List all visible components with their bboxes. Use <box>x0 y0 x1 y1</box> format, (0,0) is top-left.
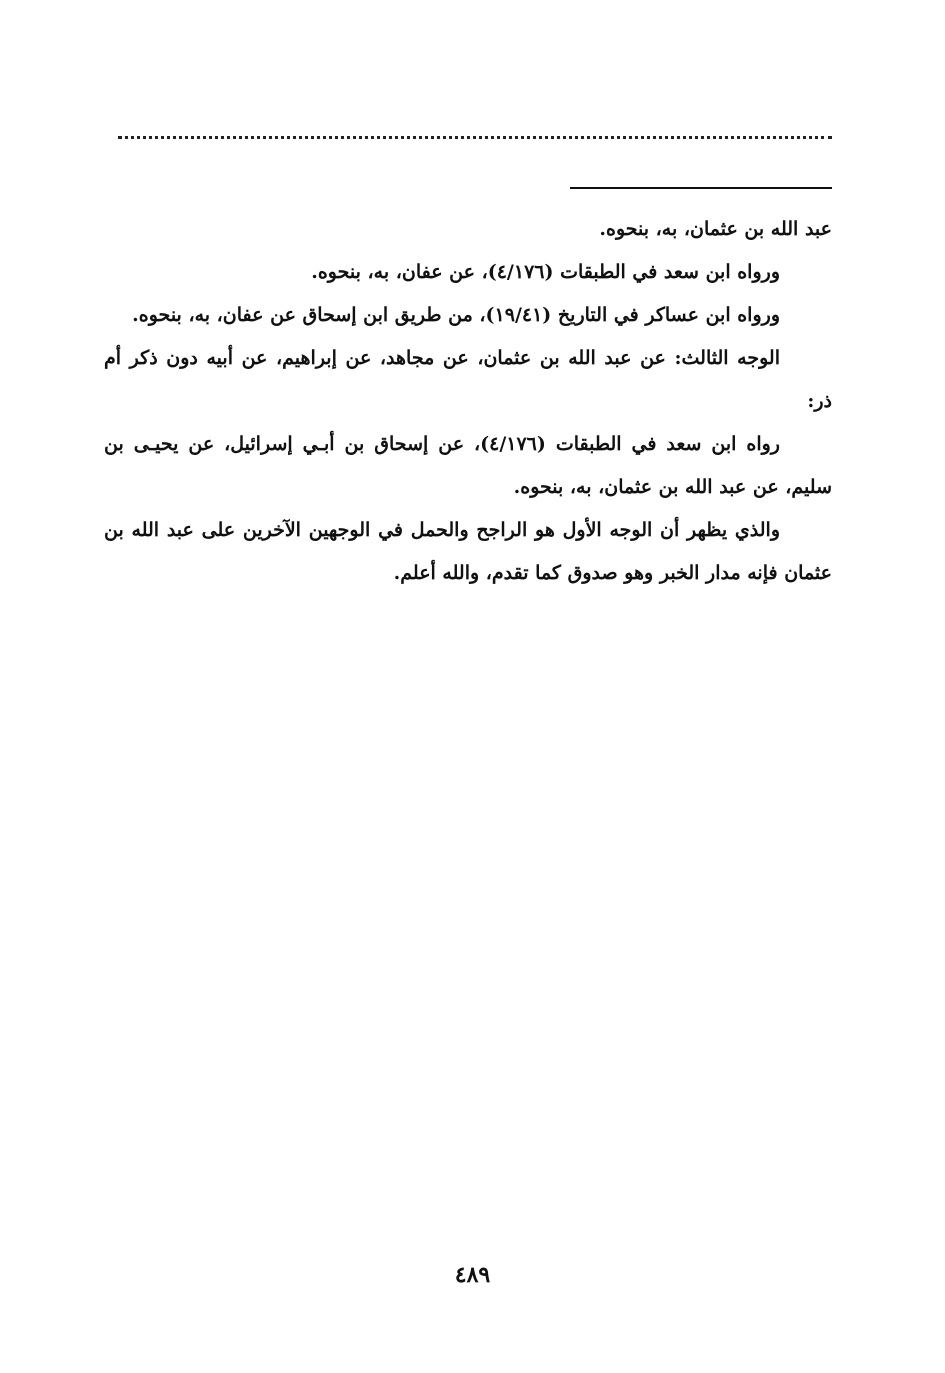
dotted-separator <box>118 136 832 139</box>
footnote-text <box>104 208 832 595</box>
footnote-separator-line <box>570 187 832 189</box>
paragraph-4-lead: الوجه الثالث: <box>674 347 781 369</box>
paragraph-2-text: ورواه ابن سعد في الطبقات (٤/١٧٦)، عن عفان، به، بنحوه. <box>311 261 780 283</box>
paragraph-1-text: عبد الله بن عثمان، به، بنحوه. <box>599 218 832 240</box>
paragraph-6 <box>104 509 832 595</box>
paragraph-6-lead: والذي يظهر أن الوجه الأول هو الراجح والحمل في الوجهين الآخرين على <box>201 519 780 541</box>
paragraph-3 <box>104 294 832 337</box>
paragraph-2 <box>104 251 832 294</box>
paragraph-1 <box>104 208 832 251</box>
paragraph-4-text: عن عبد الله بن عثمان، عن مجاهد، عن إبراهيم، عن أبيه دون ذكر أم ذر: <box>104 347 832 412</box>
paragraph-5 <box>104 423 832 509</box>
paragraph-5-text: رواه ابن سعد في الطبقات (٤/١٧٦)، عن إسحاق بن أبـي إسرائيل، عن يحيـى بن سليم، عن عبد الله بن عثمان، به، بنحوه. <box>104 433 832 498</box>
page-number: ٤٨٩ <box>454 1262 491 1288</box>
paragraph-3-text: ورواه ابن عساكر في التاريخ (١٩/٤١)، من طريق ابن إسحاق عن عفان، به، بنحوه. <box>132 304 780 326</box>
paragraph-4 <box>104 337 832 423</box>
paragraph-6-text: عبد الله بن عثمان فإنه مدار الخبر وهو صدوق كما تقدم، والله أعلم. <box>104 519 832 584</box>
